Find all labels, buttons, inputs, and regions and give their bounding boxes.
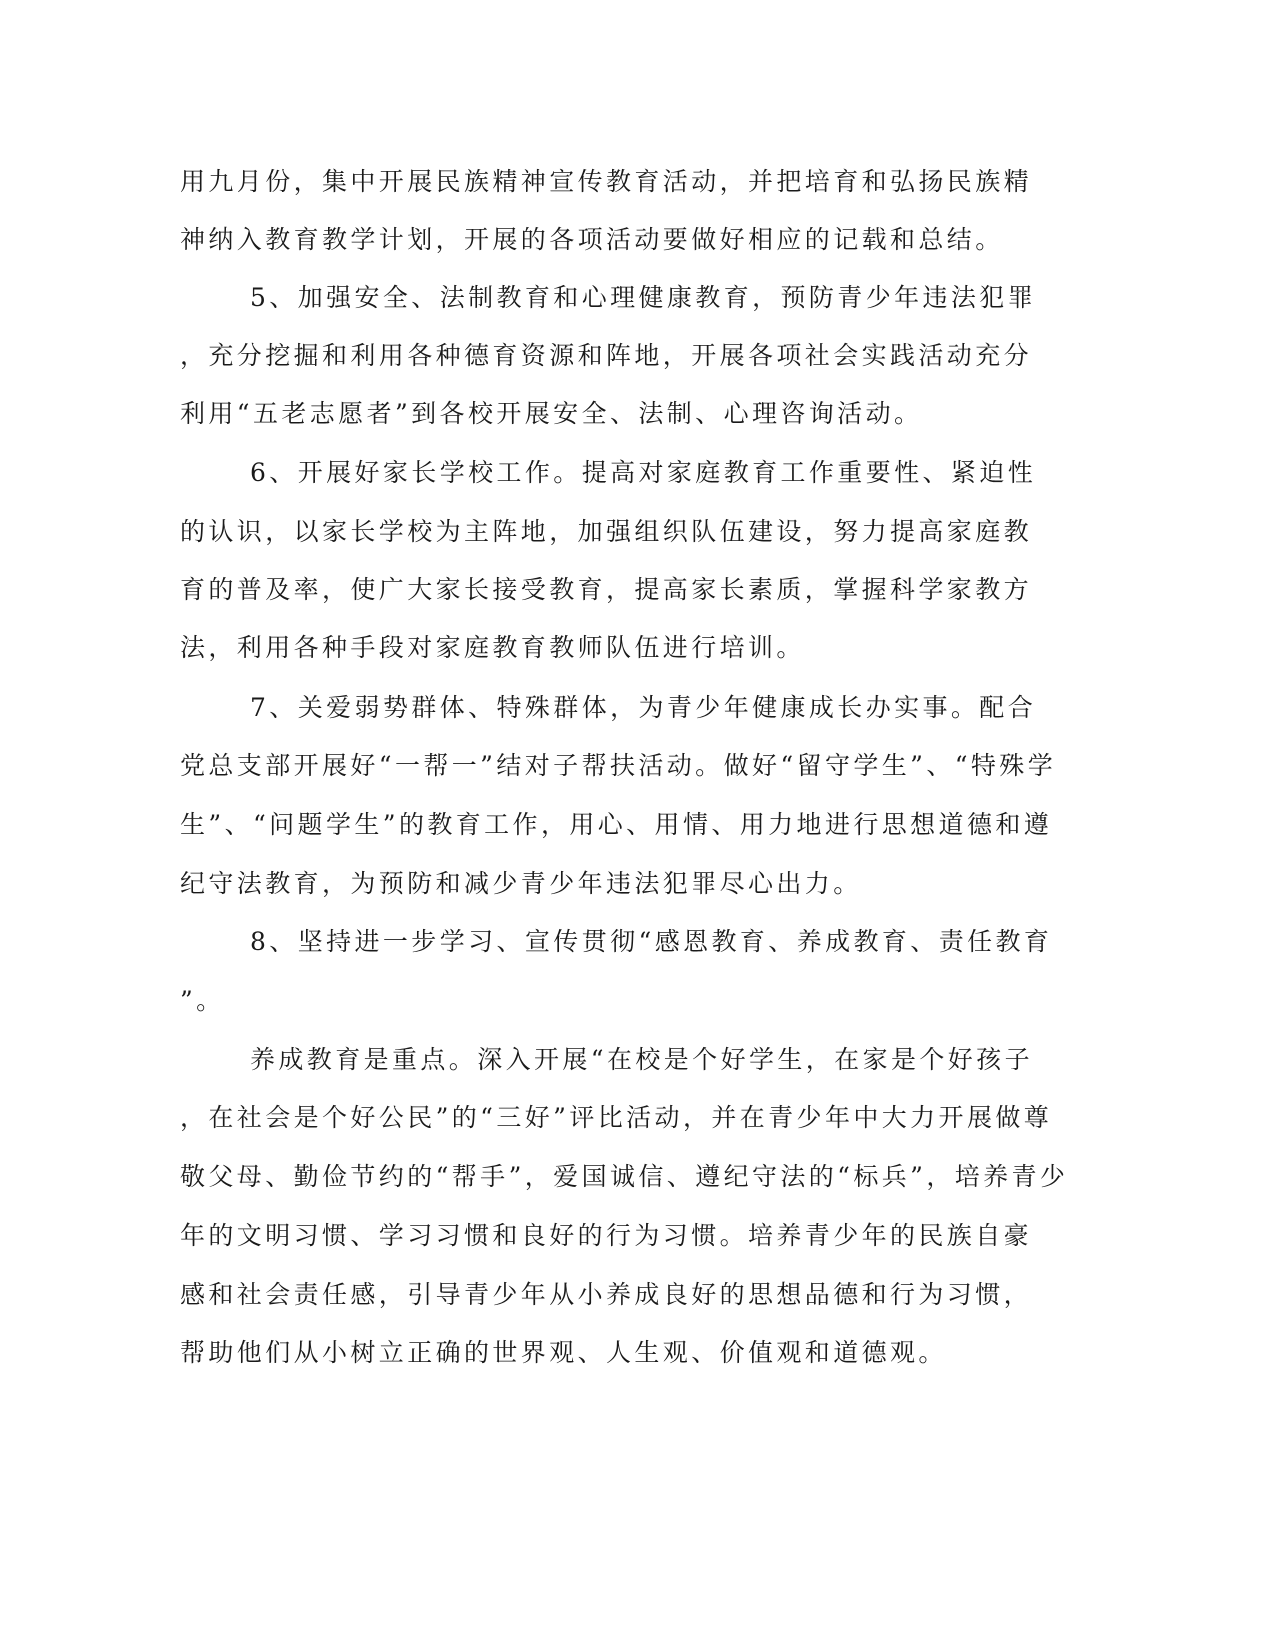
text-line: 育的普及率，使广大家长接受教育，提高家长素质，掌握科学家教方 bbox=[180, 575, 1033, 604]
text-line: 年的文明习惯、学习习惯和良好的行为习惯。培养青少年的民族自豪 bbox=[180, 1221, 1033, 1250]
text-line: 的认识，以家长学校为主阵地，加强组织队伍建设，努力提高家庭教 bbox=[180, 517, 1033, 546]
paragraph-habit-start: 养成教育是重点。深入开展“在校是个好学生，在家是个好孩子 bbox=[250, 1045, 1033, 1074]
text-line: 党总支部开展好“一帮一”结对子帮扶活动。做好“留守学生”、“特殊学 bbox=[180, 751, 1057, 780]
paragraph-6-start: 6、开展好家长学校工作。提高对家庭教育工作重要性、紧迫性 bbox=[250, 458, 1037, 487]
text-line: ，在社会是个好公民”的“三好”评比活动，并在青少年中大力开展做尊 bbox=[180, 1103, 1053, 1132]
text-line: 利用“五老志愿者”到各校开展安全、法制、心理咨询活动。 bbox=[180, 399, 923, 428]
text-line: 感和社会责任感，引导青少年从小养成良好的思想品德和行为习惯， bbox=[180, 1280, 1033, 1309]
text-line: ，充分挖掘和利用各种德育资源和阵地，开展各项社会实践活动充分 bbox=[180, 341, 1033, 370]
paragraph-5-start: 5、加强安全、法制教育和心理健康教育，预防青少年违法犯罪 bbox=[250, 283, 1037, 312]
paragraph-8-start: 8、坚持进一步学习、宣传贯彻“感恩教育、养成教育、责任教育 bbox=[250, 927, 1053, 956]
text-line: 法，利用各种手段对家庭教育教师队伍进行培训。 bbox=[180, 633, 805, 662]
text-line: 敬父母、勤俭节约的“帮手”，爱国诚信、遵纪守法的“标兵”，培养青少 bbox=[180, 1162, 1069, 1191]
text-line: ”。 bbox=[180, 986, 225, 1015]
text-line: 纪守法教育，为预防和减少青少年违法犯罪尽心出力。 bbox=[180, 869, 862, 898]
text-line: 神纳入教育教学计划，开展的各项活动要做好相应的记载和总结。 bbox=[180, 225, 1004, 254]
paragraph-7-start: 7、关爱弱势群体、特殊群体，为青少年健康成长办实事。配合 bbox=[250, 693, 1037, 722]
text-line: 帮助他们从小树立正确的世界观、人生观、价值观和道德观。 bbox=[180, 1338, 947, 1367]
text-line: 生”、“问题学生”的教育工作，用心、用情、用力地进行思想道德和遵 bbox=[180, 810, 1053, 839]
text-line: 用九月份，集中开展民族精神宣传教育活动，并把培育和弘扬民族精 bbox=[180, 167, 1033, 196]
